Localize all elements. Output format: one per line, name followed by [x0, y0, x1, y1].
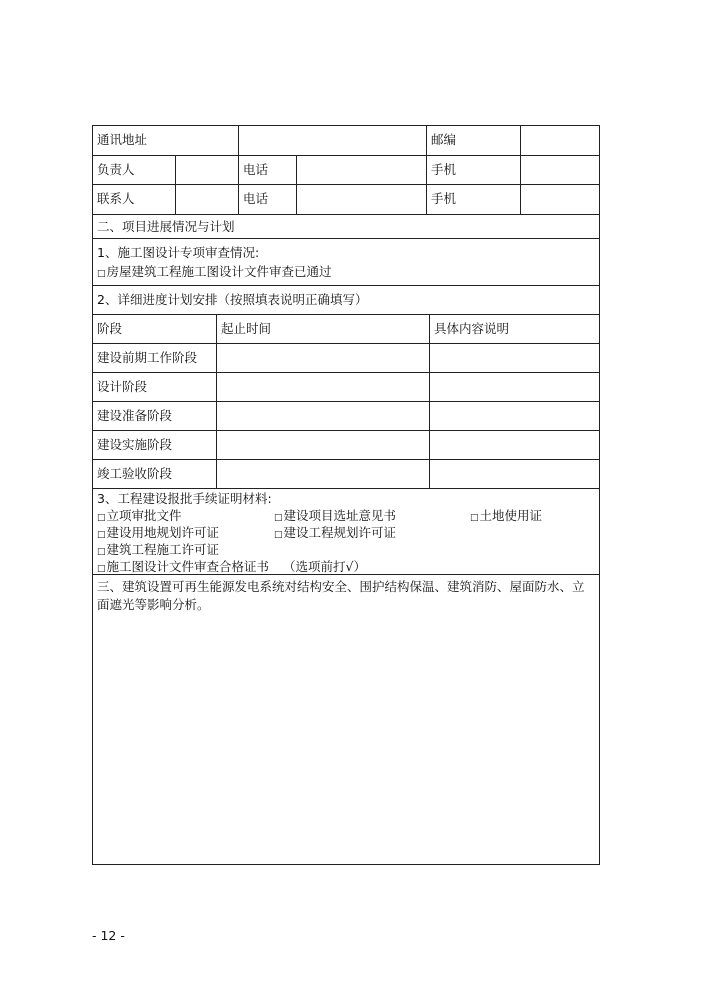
- stage-row: [93, 344, 599, 373]
- analysis-row[interactable]: [93, 575, 599, 864]
- address-field[interactable]: [239, 126, 427, 155]
- doc-label: 建筑工程施工许可证: [106, 542, 220, 557]
- docs-note: （选项前打√）: [283, 559, 366, 574]
- doc-label: 建设工程规划许可证: [283, 525, 397, 540]
- stage-row: [93, 460, 599, 489]
- stage-time-field[interactable]: [217, 402, 430, 430]
- schedule-heading: 2、详细进度计划安排（按照填表说明正确填写）: [97, 292, 368, 307]
- application-form-table: [92, 125, 600, 865]
- analysis-line-1: 三、建筑设置可再生能源发电系统对结构安全、围护结构保温、建筑消防、屋面防水、立: [97, 579, 585, 594]
- stage-description-field[interactable]: [430, 402, 599, 430]
- checkbox-icon[interactable]: □: [97, 547, 106, 557]
- checkbox-icon[interactable]: □: [97, 530, 106, 540]
- stage-row: [93, 431, 599, 460]
- postcode-field[interactable]: [521, 126, 599, 155]
- checkbox-icon[interactable]: □: [470, 513, 479, 523]
- column-time: 起止时间: [217, 315, 430, 343]
- stage-row: [93, 402, 599, 431]
- schedule-heading-row: [93, 286, 599, 315]
- owner-row: [93, 156, 599, 185]
- docs-heading: 3、工程建设报批手续证明材料:: [97, 491, 272, 506]
- liaison-mobile-field[interactable]: [521, 185, 599, 214]
- stage-time-field[interactable]: [217, 460, 430, 488]
- stage-time-field[interactable]: [217, 373, 430, 401]
- stage-description-field[interactable]: [430, 344, 599, 372]
- doc-label: 土地使用证: [479, 508, 543, 523]
- doc-option[interactable]: [470, 507, 542, 527]
- stage-description-field[interactable]: [430, 431, 599, 459]
- liaison-phone-field[interactable]: [297, 185, 427, 214]
- stage-label: 竣工验收阶段: [93, 460, 217, 488]
- owner-mobile-label: 手机: [427, 156, 521, 184]
- owner-label: 负责人: [93, 156, 176, 184]
- review-option[interactable]: [97, 263, 332, 283]
- liaison-phone-label: 电话: [239, 185, 297, 214]
- liaison-mobile-label: 手机: [427, 185, 521, 214]
- address-label: 通讯地址: [93, 126, 239, 155]
- section2-title: 二、项目进展情况与计划: [97, 219, 235, 234]
- liaison-field[interactable]: [176, 185, 239, 214]
- section2-title-row: [93, 215, 599, 239]
- review-option-label: 房屋建筑工程施工图设计文件审查已通过: [106, 264, 332, 279]
- review-heading: 1、施工图设计专项审查情况:: [97, 245, 260, 260]
- owner-phone-field[interactable]: [297, 156, 427, 184]
- postcode-label: 邮编: [427, 126, 521, 155]
- stage-description-field[interactable]: [430, 460, 599, 488]
- address-row: [93, 126, 599, 156]
- stage-label: 建设前期工作阶段: [93, 344, 217, 372]
- review-status-row: [93, 239, 599, 286]
- owner-field[interactable]: [176, 156, 239, 184]
- checkbox-icon[interactable]: □: [97, 269, 106, 279]
- doc-option[interactable]: [274, 524, 396, 544]
- liaison-row: [93, 185, 599, 215]
- doc-label: 立项审批文件: [106, 508, 182, 523]
- liaison-label: 联系人: [93, 185, 176, 214]
- stage-label: 建设准备阶段: [93, 402, 217, 430]
- stage-label: 设计阶段: [93, 373, 217, 401]
- stage-row: [93, 373, 599, 402]
- checkbox-icon[interactable]: □: [274, 513, 283, 523]
- owner-mobile-field[interactable]: [521, 156, 599, 184]
- analysis-line-2: 面遮光等影响分析。: [97, 597, 210, 612]
- stage-description-field[interactable]: [430, 373, 599, 401]
- checkbox-icon[interactable]: □: [97, 513, 106, 523]
- stage-label: 建设实施阶段: [93, 431, 217, 459]
- doc-label: 建设项目选址意见书: [283, 508, 397, 523]
- column-stage: 阶段: [93, 315, 217, 343]
- stage-time-field[interactable]: [217, 431, 430, 459]
- stage-time-field[interactable]: [217, 344, 430, 372]
- column-description: 具体内容说明: [434, 321, 510, 336]
- page-number: - 12 -: [92, 928, 125, 943]
- doc-label: 建设用地规划许可证: [106, 525, 220, 540]
- checkbox-icon[interactable]: □: [97, 564, 106, 574]
- doc-label: 施工图设计文件审查合格证书: [106, 559, 270, 574]
- checkbox-icon[interactable]: □: [274, 530, 283, 540]
- schedule-header-row: [93, 315, 599, 344]
- approval-docs-row: [93, 489, 599, 575]
- owner-phone-label: 电话: [239, 156, 297, 184]
